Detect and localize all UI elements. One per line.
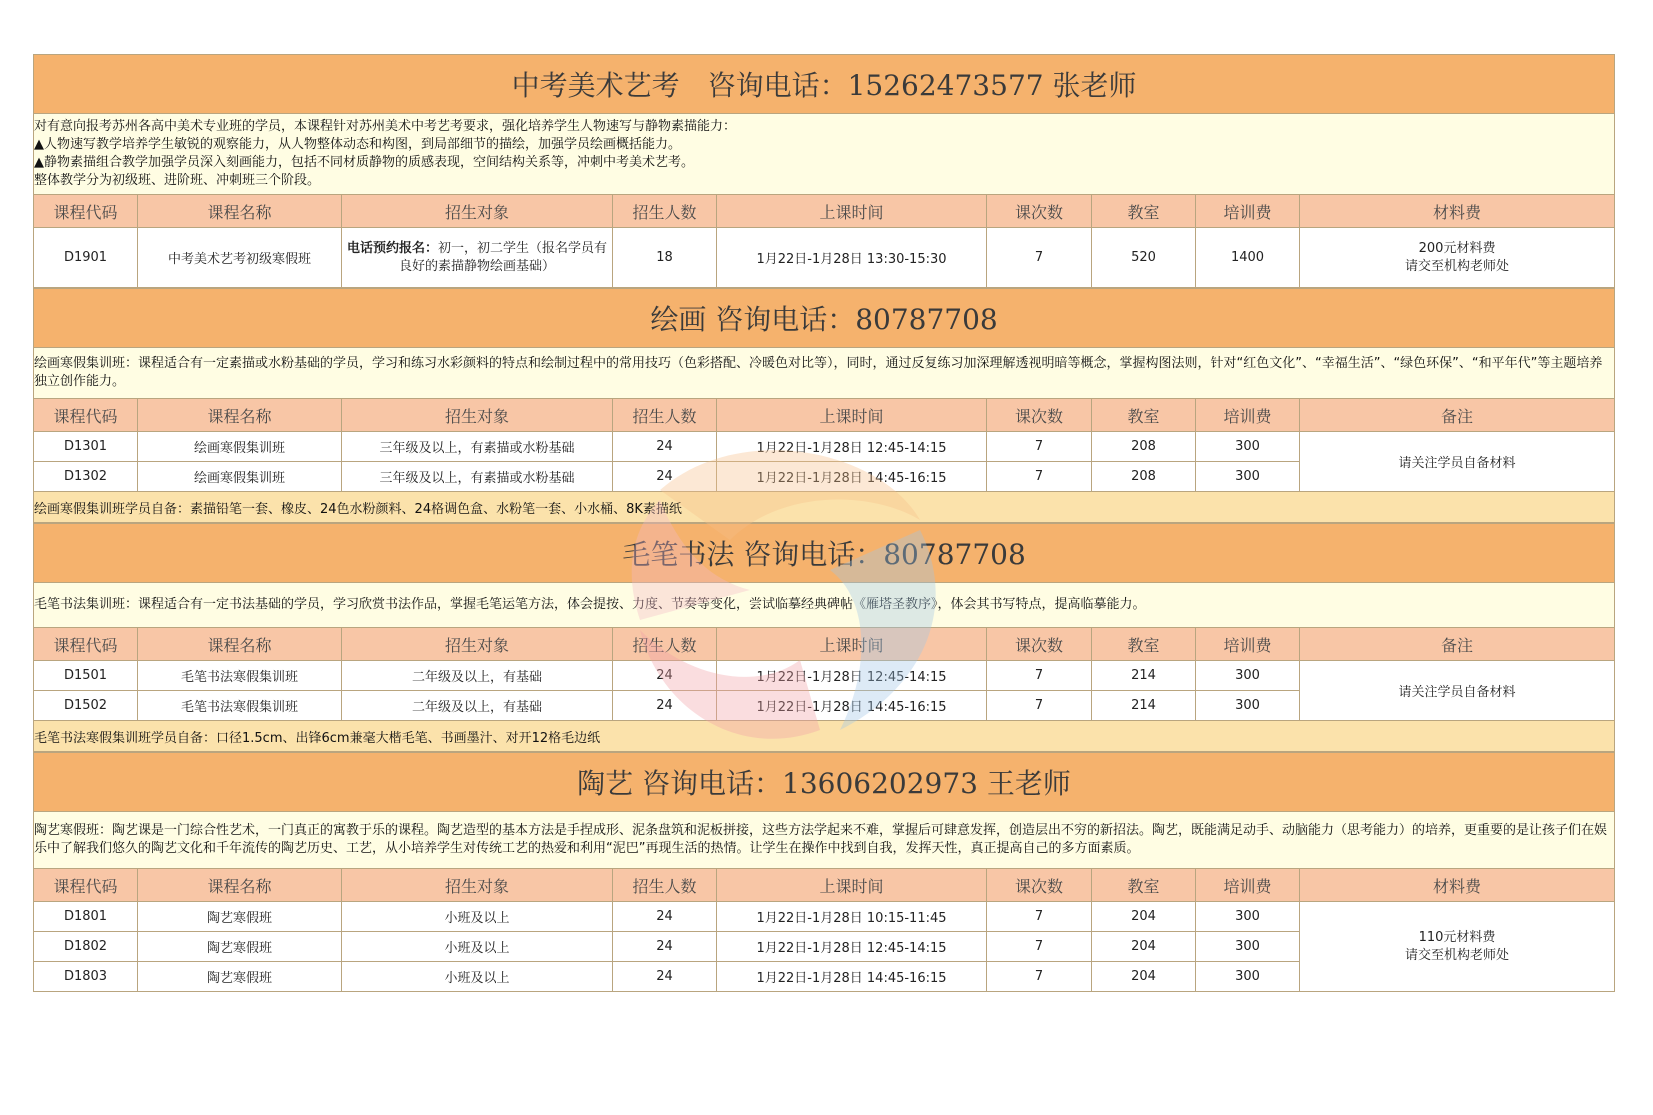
header-row bbox=[34, 399, 1615, 432]
header-name: 课程名称 bbox=[138, 628, 342, 661]
cell-room: 204 bbox=[1092, 932, 1196, 962]
header-last: 材料费 bbox=[1300, 869, 1615, 902]
table-row bbox=[34, 228, 1615, 288]
cell-code: D1301 bbox=[34, 432, 138, 462]
header-sessions: 课次数 bbox=[987, 628, 1092, 661]
cell-name: 陶艺寒假班 bbox=[138, 932, 342, 962]
header-code: 课程代码 bbox=[34, 869, 138, 902]
cell-code: D1501 bbox=[34, 661, 138, 691]
section-title: 中考美术艺考 咨询电话：15262473577 张老师 bbox=[34, 55, 1615, 114]
cell-sessions: 7 bbox=[987, 691, 1092, 721]
cell-count: 24 bbox=[613, 432, 717, 462]
cell-code: D1901 bbox=[34, 228, 138, 288]
cell-count: 24 bbox=[613, 902, 717, 932]
header-room: 教室 bbox=[1092, 869, 1196, 902]
section-art-exam bbox=[33, 54, 1615, 288]
header-time: 上课时间 bbox=[717, 399, 987, 432]
cell-room: 208 bbox=[1092, 462, 1196, 492]
header-row bbox=[34, 628, 1615, 661]
cell-fee: 300 bbox=[1196, 932, 1300, 962]
header-target: 招生对象 bbox=[342, 869, 613, 902]
material-line: 请交至机构老师处 bbox=[1405, 947, 1510, 963]
cell-time: 1月22日-1月28日 13:30-15:30 bbox=[717, 228, 987, 288]
cell-room: 214 bbox=[1092, 661, 1196, 691]
cell-count: 24 bbox=[613, 691, 717, 721]
cell-remark: 请关注学员自备材料 bbox=[1300, 432, 1615, 492]
header-time: 上课时间 bbox=[717, 195, 987, 228]
cell-fee: 300 bbox=[1196, 432, 1300, 462]
header-count: 招生人数 bbox=[613, 869, 717, 902]
cell-time: 1月22日-1月28日 10:15-11:45 bbox=[717, 902, 987, 932]
header-sessions: 课次数 bbox=[987, 869, 1092, 902]
header-time: 上课时间 bbox=[717, 628, 987, 661]
section-description: 陶艺寒假班：陶艺课是一门综合性艺术，一门真正的寓教于乐的课程。陶艺造型的基本方法是手捏成形、泥条盘筑和泥板拼接，这些方法学起来不难，掌握后可肆意发挥，创造层出不穷的新招法。陶艺，既能满足动手、动脑能力（思考能力）的培养，更重要的是让孩子们在娱乐中了解我们悠久的陶艺文化和千年流传的陶艺历史、工艺，从小培养学生对传统工艺的热爱和利用“泥巴”再现生活的热情。让学生在操作中找到自我，发挥天性，真正提高自己的多方面素质。 bbox=[34, 812, 1615, 869]
section-title: 绘画 咨询电话：80787708 bbox=[34, 289, 1615, 348]
cell-fee: 300 bbox=[1196, 462, 1300, 492]
header-fee: 培训费 bbox=[1196, 869, 1300, 902]
header-last: 材料费 bbox=[1300, 195, 1615, 228]
header-name: 课程名称 bbox=[138, 869, 342, 902]
cell-target: 二年级及以上，有基础 bbox=[342, 691, 613, 721]
cell-fee: 300 bbox=[1196, 661, 1300, 691]
cell-count: 24 bbox=[613, 932, 717, 962]
table-row bbox=[34, 902, 1615, 932]
cell-count: 24 bbox=[613, 962, 717, 992]
table-row bbox=[34, 432, 1615, 462]
cell-name: 陶艺寒假班 bbox=[138, 902, 342, 932]
cell-time: 1月22日-1月28日 14:45-16:15 bbox=[717, 691, 987, 721]
cell-name: 陶艺寒假班 bbox=[138, 962, 342, 992]
section-description: 绘画寒假集训班：课程适合有一定素描或水粉基础的学员，学习和练习水彩颜料的特点和绘制过程中的常用技巧（色彩搭配、冷暖色对比等），同时，通过反复练习加深理解透视明暗等概念，掌握构图法则，针对“红色文化”、“幸福生活”、“绿色环保”、“和平年代”等主题培养独立创作能力。 bbox=[34, 348, 1615, 399]
supplies-note: 毛笔书法寒假集训班学员自备：口径1.5cm、出锋6cm兼毫大楷毛笔、书画墨汁、对开12格毛边纸 bbox=[34, 721, 1615, 752]
cell-code: D1502 bbox=[34, 691, 138, 721]
cell-room: 204 bbox=[1092, 962, 1196, 992]
header-name: 课程名称 bbox=[138, 399, 342, 432]
header-target: 招生对象 bbox=[342, 195, 613, 228]
cell-target: 二年级及以上，有基础 bbox=[342, 661, 613, 691]
cell-count: 24 bbox=[613, 462, 717, 492]
cell-count: 18 bbox=[613, 228, 717, 288]
cell-target: 小班及以上 bbox=[342, 962, 613, 992]
cell-name: 毛笔书法寒假集训班 bbox=[138, 691, 342, 721]
cell-time: 1月22日-1月28日 12:45-14:15 bbox=[717, 432, 987, 462]
header-target: 招生对象 bbox=[342, 628, 613, 661]
section-description bbox=[34, 114, 1615, 195]
section-description: 毛笔书法集训班：课程适合有一定书法基础的学员，学习欣赏书法作品，掌握毛笔运笔方法，体会提按、力度、节奏等变化，尝试临摹经典碑帖《雁塔圣教序》，体会其书写特点，提高临摹能力。 bbox=[34, 583, 1615, 628]
material-line: 请交至机构老师处 bbox=[1405, 258, 1510, 274]
cell-sessions: 7 bbox=[987, 432, 1092, 462]
header-time: 上课时间 bbox=[717, 869, 987, 902]
cell-sessions: 7 bbox=[987, 462, 1092, 492]
header-count: 招生人数 bbox=[613, 195, 717, 228]
section-title: 陶艺 咨询电话：13606202973 王老师 bbox=[34, 753, 1615, 812]
cell-name: 绘画寒假集训班 bbox=[138, 432, 342, 462]
cell-target: 三年级及以上，有素描或水粉基础 bbox=[342, 462, 613, 492]
section-title: 毛笔书法 咨询电话：80787708 bbox=[34, 524, 1615, 583]
cell-target bbox=[342, 228, 613, 288]
header-room: 教室 bbox=[1092, 628, 1196, 661]
cell-code: D1802 bbox=[34, 932, 138, 962]
header-room: 教室 bbox=[1092, 195, 1196, 228]
cell-room: 214 bbox=[1092, 691, 1196, 721]
cell-time: 1月22日-1月28日 14:45-16:15 bbox=[717, 462, 987, 492]
desc-line: ▲人物速写教学培养学生敏锐的观察能力，从人物整体动态和构图，到局部细节的描绘，加强学员绘画概括能力。 bbox=[34, 137, 681, 152]
header-code: 课程代码 bbox=[34, 399, 138, 432]
section-pottery bbox=[33, 752, 1615, 992]
supplies-note: 绘画寒假集训班学员自备：素描铅笔一套、橡皮、24色水粉颜料、24格调色盒、水粉笔一套、小水桶、8K素描纸 bbox=[34, 492, 1615, 523]
cell-code: D1803 bbox=[34, 962, 138, 992]
header-sessions: 课次数 bbox=[987, 399, 1092, 432]
header-count: 招生人数 bbox=[613, 628, 717, 661]
material-line: 110元材料费 bbox=[1418, 929, 1496, 945]
desc-line: 整体教学分为初级班、进阶班、冲刺班三个阶段。 bbox=[34, 173, 321, 188]
cell-time: 1月22日-1月28日 12:45-14:15 bbox=[717, 932, 987, 962]
cell-sessions: 7 bbox=[987, 228, 1092, 288]
desc-line: ▲静物素描组合教学加强学员深入刻画能力，包括不同材质静物的质感表现，空间结构关系等，冲刺中考美术艺考。 bbox=[34, 155, 694, 170]
cell-sessions: 7 bbox=[987, 661, 1092, 691]
header-code: 课程代码 bbox=[34, 628, 138, 661]
cell-room: 208 bbox=[1092, 432, 1196, 462]
header-code: 课程代码 bbox=[34, 195, 138, 228]
desc-line: 对有意向报考苏州各高中美术专业班的学员，本课程针对苏州美术中考艺考要求，强化培养学生人物速写与静物素描能力： bbox=[34, 119, 737, 134]
header-count: 招生人数 bbox=[613, 399, 717, 432]
target-prefix: 电话预约报名： bbox=[346, 240, 438, 256]
cell-room: 520 bbox=[1092, 228, 1196, 288]
header-last: 备注 bbox=[1300, 628, 1615, 661]
cell-fee: 300 bbox=[1196, 691, 1300, 721]
cell-time: 1月22日-1月28日 14:45-16:15 bbox=[717, 962, 987, 992]
header-fee: 培训费 bbox=[1196, 399, 1300, 432]
header-fee: 培训费 bbox=[1196, 628, 1300, 661]
cell-remark: 请关注学员自备材料 bbox=[1300, 661, 1615, 721]
header-room: 教室 bbox=[1092, 399, 1196, 432]
header-target: 招生对象 bbox=[342, 399, 613, 432]
target-text: 初一，初二学生（报名学员有良好的素描静物绘画基础） bbox=[398, 240, 608, 274]
header-row bbox=[34, 869, 1615, 902]
material-line: 200元材料费 bbox=[1418, 240, 1496, 256]
header-sessions: 课次数 bbox=[987, 195, 1092, 228]
cell-target: 小班及以上 bbox=[342, 902, 613, 932]
cell-target: 三年级及以上，有素描或水粉基础 bbox=[342, 432, 613, 462]
cell-sessions: 7 bbox=[987, 902, 1092, 932]
section-calligraphy bbox=[33, 523, 1615, 752]
course-sheet bbox=[33, 54, 1614, 992]
cell-room: 204 bbox=[1092, 902, 1196, 932]
cell-count: 24 bbox=[613, 661, 717, 691]
cell-target: 小班及以上 bbox=[342, 932, 613, 962]
table-row bbox=[34, 661, 1615, 691]
cell-code: D1801 bbox=[34, 902, 138, 932]
cell-time: 1月22日-1月28日 12:45-14:15 bbox=[717, 661, 987, 691]
cell-name: 绘画寒假集训班 bbox=[138, 462, 342, 492]
cell-name: 中考美术艺考初级寒假班 bbox=[138, 228, 342, 288]
cell-material bbox=[1300, 228, 1615, 288]
cell-sessions: 7 bbox=[987, 932, 1092, 962]
cell-material bbox=[1300, 902, 1615, 992]
header-name: 课程名称 bbox=[138, 195, 342, 228]
cell-name: 毛笔书法寒假集训班 bbox=[138, 661, 342, 691]
cell-fee: 300 bbox=[1196, 902, 1300, 932]
section-painting bbox=[33, 288, 1615, 523]
cell-fee: 1400 bbox=[1196, 228, 1300, 288]
cell-sessions: 7 bbox=[987, 962, 1092, 992]
cell-fee: 300 bbox=[1196, 962, 1300, 992]
cell-code: D1302 bbox=[34, 462, 138, 492]
header-row bbox=[34, 195, 1615, 228]
header-last: 备注 bbox=[1300, 399, 1615, 432]
header-fee: 培训费 bbox=[1196, 195, 1300, 228]
